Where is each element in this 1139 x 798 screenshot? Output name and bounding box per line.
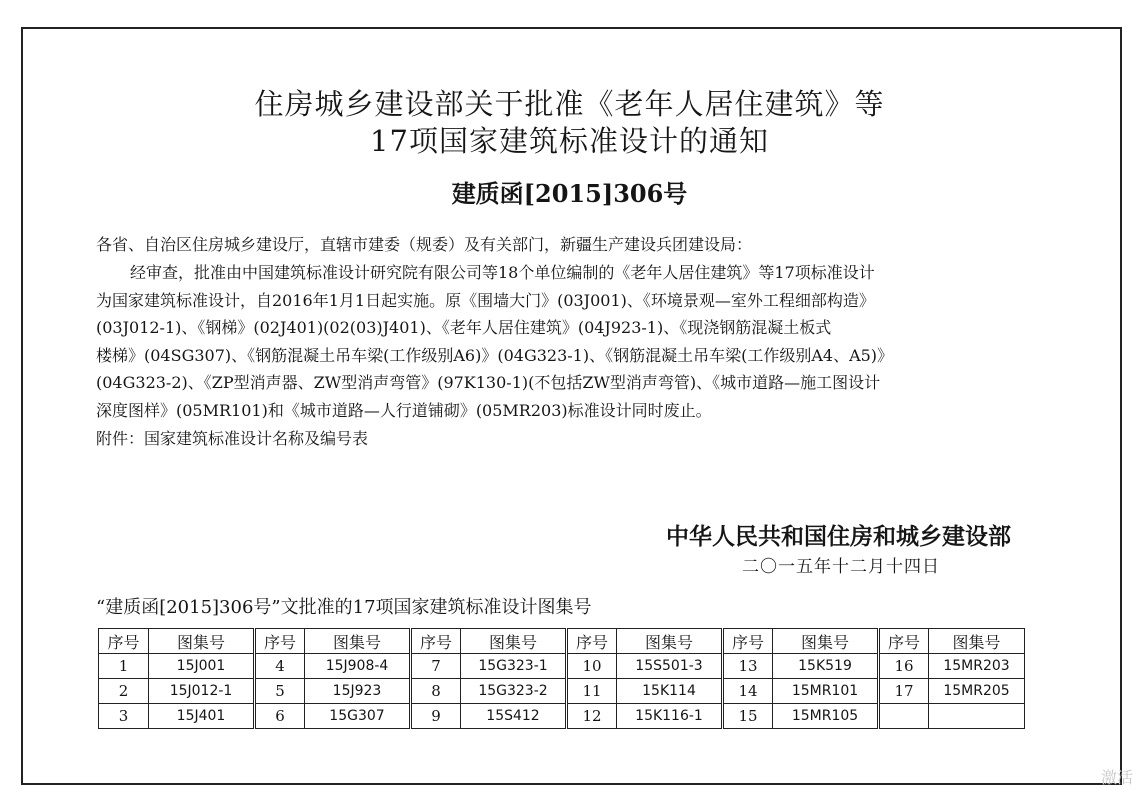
atlas-code-cell xyxy=(929,704,1025,729)
body-line: 深度图样》(05MR101)和《城市道路—人行道铺砌》(05MR203)标准设计同时废止。 xyxy=(96,400,712,420)
addressee: 各省、自治区住房城乡建设厅，直辖市建委（规委）及有关部门，新疆生产建设兵团建设局： xyxy=(96,235,753,254)
body-line: 楼梯》(04SG307)、《钢筋混凝土吊车梁(工作级别A6)》(04G323-1)、《钢筋混凝土吊车梁(工作级别A4、A5)》 xyxy=(96,345,894,365)
code-header: 图集号 xyxy=(305,629,411,654)
table-header-row xyxy=(99,629,1025,654)
notice-title-line2: 17项国家建筑标准设计的通知 xyxy=(370,124,769,158)
atlas-number-table xyxy=(98,628,1025,729)
code-header: 图集号 xyxy=(149,629,255,654)
table-row xyxy=(99,679,1025,704)
table-caption: “建质函[2015]306号”文批准的17项国家建筑标准设计图集号 xyxy=(96,597,592,618)
atlas-code-cell: 15J908-4 xyxy=(305,654,411,679)
atlas-code-cell: 15G307 xyxy=(305,704,411,729)
issue-date: 二〇一五年十二月十四日 xyxy=(742,557,940,577)
atlas-code-cell: 15MR203 xyxy=(929,654,1025,679)
seq-cell: 10 xyxy=(567,654,617,679)
seq-cell: 3 xyxy=(99,704,149,729)
seq-header: 序号 xyxy=(723,629,773,654)
seq-header: 序号 xyxy=(879,629,929,654)
code-header: 图集号 xyxy=(929,629,1025,654)
seq-cell: 14 xyxy=(723,679,773,704)
table-row xyxy=(99,654,1025,679)
issuing-authority: 中华人民共和国住房和城乡建设部 xyxy=(666,524,1011,550)
code-header: 图集号 xyxy=(617,629,723,654)
seq-cell: 4 xyxy=(255,654,305,679)
code-header: 图集号 xyxy=(773,629,879,654)
seq-cell: 8 xyxy=(411,679,461,704)
seq-cell: 15 xyxy=(723,704,773,729)
seq-cell: 6 xyxy=(255,704,305,729)
atlas-code-cell: 15S412 xyxy=(461,704,567,729)
seq-cell: 16 xyxy=(879,654,929,679)
atlas-code-cell: 15J923 xyxy=(305,679,411,704)
seq-cell: 2 xyxy=(99,679,149,704)
body-line: 为国家建筑标准设计，自2016年1月1日起实施。原《围墙大门》(03J001)、《环境景观—室外工程细部构造》 xyxy=(96,290,875,310)
attachment-note: 附件：国家建筑标准设计名称及编号表 xyxy=(96,429,369,448)
seq-cell: 9 xyxy=(411,704,461,729)
atlas-code-cell: 15J001 xyxy=(149,654,255,679)
atlas-code-cell: 15J401 xyxy=(149,704,255,729)
seq-cell xyxy=(879,704,929,729)
atlas-code-cell: 15G323-2 xyxy=(461,679,567,704)
seq-header: 序号 xyxy=(411,629,461,654)
atlas-code-cell: 15G323-1 xyxy=(461,654,567,679)
atlas-code-cell: 15K519 xyxy=(773,654,879,679)
notice-title-line1: 住房城乡建设部关于批准《老年人居住建筑》等 xyxy=(254,87,885,121)
seq-cell: 7 xyxy=(411,654,461,679)
seq-cell: 17 xyxy=(879,679,929,704)
atlas-code-cell: 15K116-1 xyxy=(617,704,723,729)
seq-cell: 12 xyxy=(567,704,617,729)
seq-header: 序号 xyxy=(255,629,305,654)
atlas-code-cell: 15K114 xyxy=(617,679,723,704)
seq-header: 序号 xyxy=(567,629,617,654)
atlas-code-cell: 15J012-1 xyxy=(149,679,255,704)
seq-cell: 1 xyxy=(99,654,149,679)
body-line: (04G323-2)、《ZP型消声器、ZW型消声弯管》(97K130-1)(不包括ZW型消声弯管)、《城市道路—施工图设计 xyxy=(96,373,881,393)
atlas-code-cell: 15MR205 xyxy=(929,679,1025,704)
seq-cell: 13 xyxy=(723,654,773,679)
document-number: 建质函[2015]306号 xyxy=(451,179,688,208)
body-line: 经审查，批准由中国建筑标准设计研究院有限公司等18个单位编制的《老年人居住建筑》等17项标准设计 xyxy=(130,263,875,282)
atlas-code-cell: 15MR101 xyxy=(773,679,879,704)
atlas-code-cell: 15S501-3 xyxy=(617,654,723,679)
notice-body xyxy=(96,259,1036,425)
code-header: 图集号 xyxy=(461,629,567,654)
seq-header: 序号 xyxy=(99,629,149,654)
body-line: (03J012-1)、《钢梯》(02J401)(02(03)J401)、《老年人居住建筑》(04J923-1)、《现浇钢筋混凝土板式 xyxy=(96,318,832,338)
table-row xyxy=(99,704,1025,729)
atlas-code-cell: 15MR105 xyxy=(773,704,879,729)
seq-cell: 11 xyxy=(567,679,617,704)
seq-cell: 5 xyxy=(255,679,305,704)
activation-watermark: 激活 xyxy=(1100,768,1133,787)
